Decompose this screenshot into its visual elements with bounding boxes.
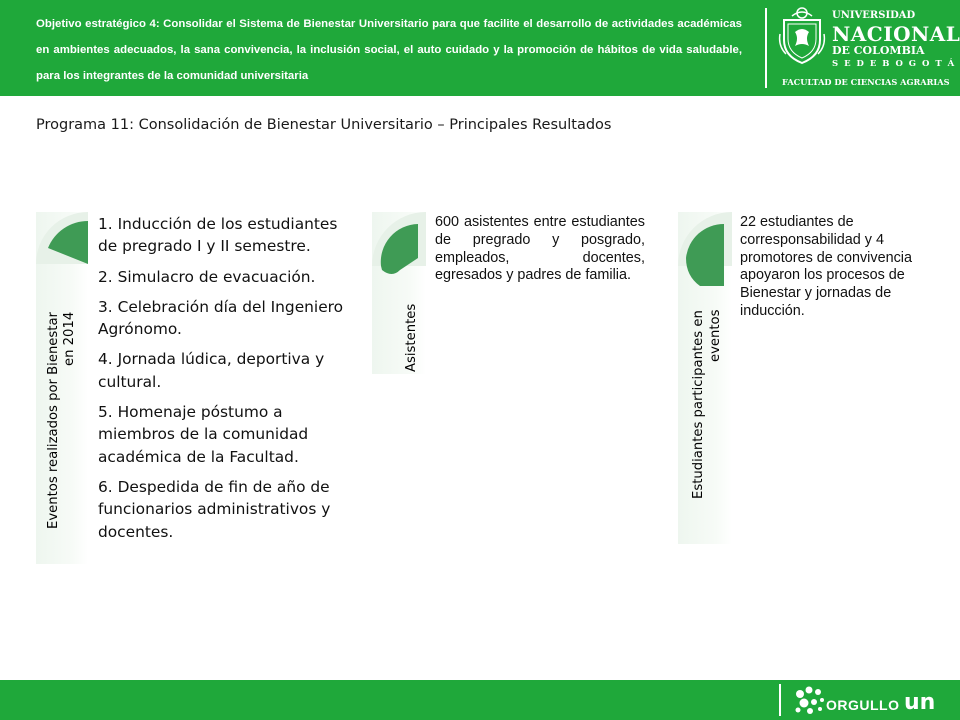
brand-suffix: un — [904, 690, 936, 715]
students-vertical-label — [690, 310, 724, 544]
brand-text: ORGULLO — [826, 697, 900, 713]
university-crest-icon — [778, 6, 826, 66]
program-title: Programa 11: Consolidación de Bienestar Universitario – Principales Resultados — [36, 117, 612, 133]
list-item: 6. Despedida de fin de año de funcionarios administrativos y docentes. — [98, 477, 331, 541]
footer-bar — [0, 680, 960, 720]
students-label-line2: eventos — [708, 310, 723, 363]
students-label-line1: Estudiantes participantes en — [691, 310, 706, 499]
header-divider — [765, 8, 767, 88]
pie-segment-icon — [372, 212, 426, 282]
pie-segment-icon — [36, 212, 88, 264]
footer-divider — [779, 684, 781, 716]
orgullo-un-logo-icon — [792, 684, 952, 716]
university-logo — [778, 6, 960, 92]
events-label-line2: en 2014 — [62, 312, 77, 367]
events-vertical-label — [46, 312, 78, 562]
list-item: 2. Simulacro de evacuación. — [98, 267, 316, 286]
strategic-objective-text: Objetivo estratégico 4: Consolidar el Sistema de Bienestar Universitario para que facilite el desarrollo de actividades académicas en ambientes adecuados, la sana convivencia, la inclusión social, el auto cuidado y la promoción de hábitos de vida saludable, para los integrantes de la comunidad universitaria — [36, 18, 742, 82]
attendees-text: 600 asistentes entre estudiantes de pregrado y posgrado, empleados, docentes, egresados y padres de familia. — [435, 214, 645, 284]
list-item: 1. Inducción de los estudiantes de pregrado I y II semestre. — [98, 215, 338, 256]
list-item: 5. Homenaje póstumo a miembros de la comunidad académica de la Facultad. — [98, 403, 309, 466]
logo-line-faculty: FACULTAD DE CIENCIAS AGRARIAS — [782, 77, 950, 87]
logo-line-universidad: UNIVERSIDAD — [832, 10, 916, 21]
header-bar — [0, 0, 960, 96]
logo-line-sede: S E D E B O G O T Á — [832, 59, 956, 69]
events-list — [98, 213, 348, 551]
students-text: 22 estudiantes de corresponsabilidad y 4 promotores de convivencia apoyaron los procesos de Bienestar y jornadas de inducción. — [740, 214, 912, 319]
logo-line-de-colombia: DE COLOMBIA — [832, 44, 925, 57]
events-label-line1: Eventos realizados por Bienestar — [46, 312, 61, 529]
pie-segment-icon — [678, 212, 732, 292]
list-item: 4. Jornada lúdica, deportiva y cultural. — [98, 350, 325, 391]
logo-line-nacional: NACIONAL — [832, 22, 960, 46]
attendees-vertical-label: Asistentes — [404, 303, 419, 372]
list-item: 3. Celebración día del Ingeniero Agrónomo. — [98, 297, 344, 339]
